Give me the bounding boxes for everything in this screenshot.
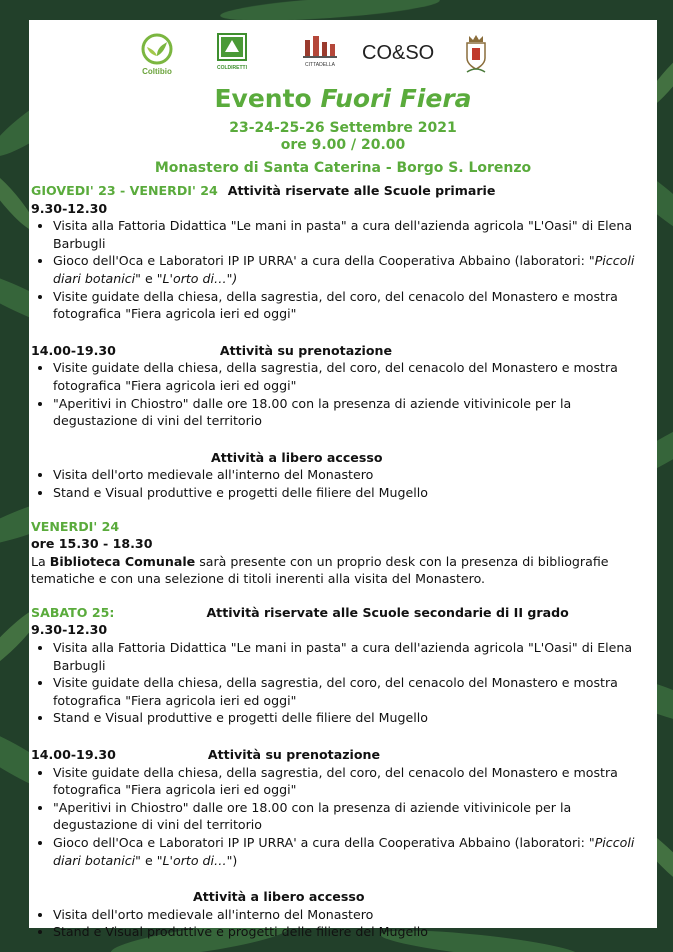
time-slot-heading: 14.00-19.30 Attività su prenotazione [31, 342, 392, 358]
svg-text:COLDIRETTI: COLDIRETTI [217, 65, 247, 71]
list-item: • Stand e Visual produttive e progetti delle filiere del Mugello [53, 923, 657, 941]
section-friday-heading: VENERDI' 24 [31, 518, 120, 534]
list-item: • Gioco dell'Oca e Laboratori IP IP URRA' a cura della Cooperativa Abbaino (laboratori: "Piccoli diari botanici" e "L'orto di…") [53, 834, 657, 869]
time-slot: ore 15.30 - 18.30 [31, 536, 153, 552]
event-title: Evento Fuori Fiera [214, 84, 472, 113]
coeso-logo [360, 38, 435, 68]
municipal-crest-logo [463, 32, 489, 78]
flyer-sheet [29, 20, 657, 940]
event-hours: ore 9.00 / 20.00 [280, 137, 406, 153]
list-item: • Visita dell'orto medievale all'interno del Monastero [53, 906, 657, 924]
list-item: • Visita alla Fattoria Didattica "Le mani in pasta" a cura dell'azienda agricola "L'Oasi" di Elena Barbugli [53, 639, 657, 674]
cittadella-logo [299, 32, 341, 76]
list-item: • "Aperitivi in Chiostro" dalle ore 18.00 con la presenza di aziende vitivinicole per la degustazione di vini del territorio [53, 395, 657, 430]
program-content [31, 182, 657, 941]
free-access-heading: Attività a libero accesso [193, 889, 365, 905]
event-dates: 23-24-25-26 Settembre 2021 [229, 120, 457, 136]
list-item: • Visite guidate della chiesa, della sagrestia, del coro, del cenacolo del Monastero e mostra fotografica "Fiera agricola ieri ed oggi" [53, 764, 657, 799]
svg-text:CO&SO: CO&SO [362, 42, 435, 64]
sponsor-logos [29, 32, 657, 80]
free-access-heading: Attività a libero accesso [211, 449, 383, 465]
time-slot-heading: 14.00-19.30 Attività su prenotazione [31, 747, 380, 763]
time-slot: 9.30-12.30 [31, 200, 108, 216]
coltibio-logo [137, 32, 177, 80]
coldiretti-logo [215, 32, 249, 76]
section-thursday-friday-heading: GIOVEDI' 23 - VENERDI' 24 Attività riservate alle Scuole primarie [31, 183, 496, 198]
list-item: • Visite guidate della chiesa, della sagrestia, del coro, del cenacolo del Monastero e mostra fotografica "Fiera agricola ieri ed oggi" [53, 674, 657, 709]
list-item: • Stand e Visual produttive e progetti delle filiere del Mugello [53, 484, 657, 502]
event-place: Monastero di Santa Caterina - Borgo S. Lorenzo [154, 160, 532, 176]
list-item: • Visita alla Fattoria Didattica "Le mani in pasta" a cura dell'azienda agricola "L'Oasi" di Elena Barbugli [53, 217, 657, 252]
list-item: • Stand e Visual produttive e progetti delle filiere del Mugello [53, 709, 657, 727]
activity-list [31, 906, 657, 941]
section-saturday-heading: SABATO 25: Attività riservate alle Scuole secondarie di II grado [31, 604, 569, 620]
activity-list [31, 217, 657, 323]
svg-text:Coltibio: Coltibio [142, 67, 172, 76]
list-item: • Visita dell'orto medievale all'interno del Monastero [53, 466, 657, 484]
list-item: • "Aperitivi in Chiostro" dalle ore 18.00 con la presenza di aziende vitivinicole per la degustazione di vini del territorio [53, 799, 657, 834]
library-paragraph: La Biblioteca Comunale sarà presente con un proprio desk con la presenza di bibliografie tematiche e con una selezione di titoli inerenti alla visita del Monastero. [31, 553, 609, 587]
list-item: • Visite guidate della chiesa, della sagrestia, del coro, del cenacolo del Monastero e mostra fotografica "Fiera agricola ieri ed oggi" [53, 288, 657, 323]
activity-list [31, 359, 657, 429]
svg-text:CITTADELLA: CITTADELLA [305, 62, 335, 68]
activity-list [31, 764, 657, 870]
activity-list [31, 466, 657, 501]
list-item: • Gioco dell'Oca e Laboratori IP IP URRA' a cura della Cooperativa Abbaino (laboratori: "Piccoli diari botanici" e "L'orto di…") [53, 252, 657, 287]
activity-list [31, 639, 657, 727]
list-item: • Visite guidate della chiesa, della sagrestia, del coro, del cenacolo del Monastero e mostra fotografica "Fiera agricola ieri ed oggi" [53, 359, 657, 394]
time-slot: 9.30-12.30 [31, 622, 108, 638]
